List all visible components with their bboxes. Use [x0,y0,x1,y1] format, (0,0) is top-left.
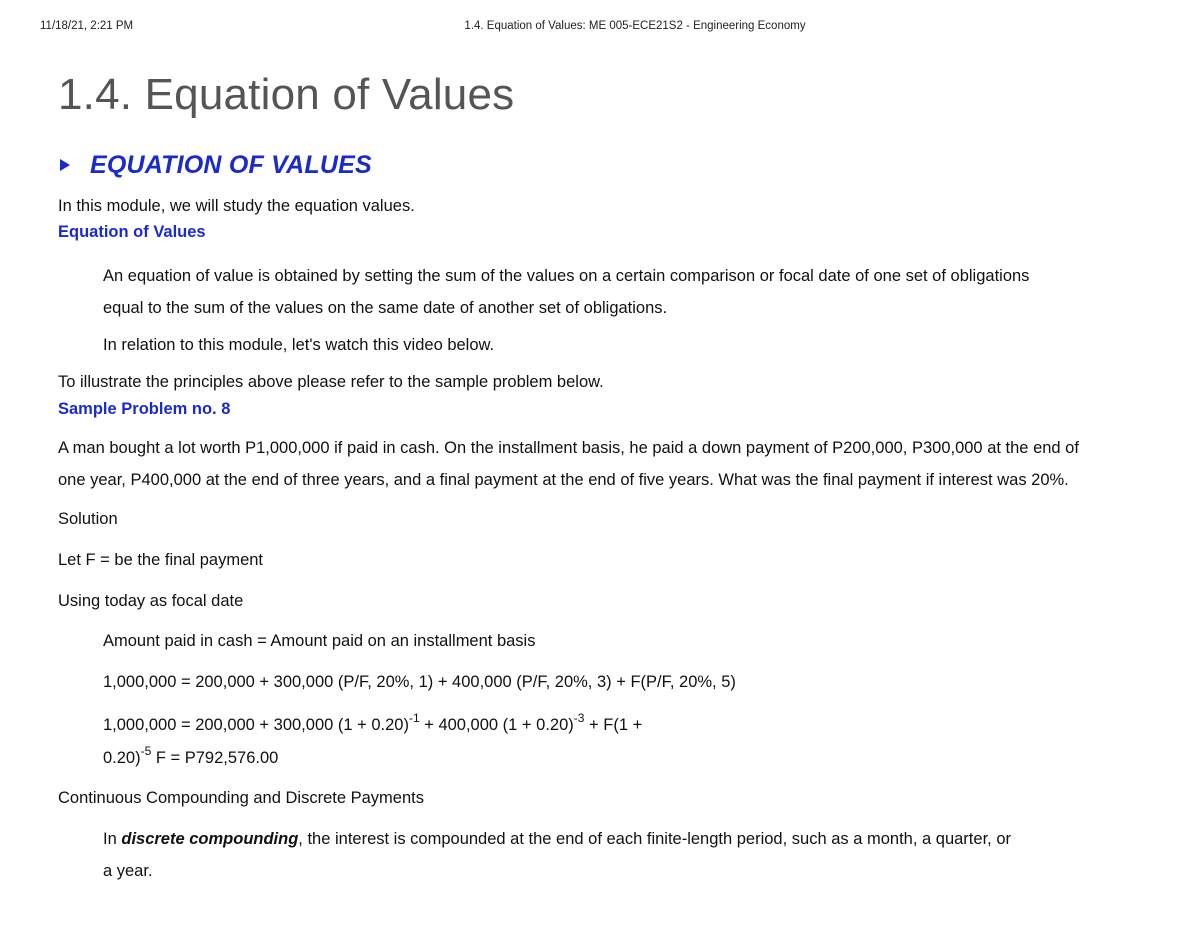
equation-3-part-a: 0.20) [103,749,141,767]
equation-of-values-subheading: Equation of Values [58,223,206,241]
page-content [58,66,1158,887]
definition-line-1: An equation of value is obtained by setting the sum of the values on a certain comparison or focal date of one set of obligations [103,267,1030,285]
video-note: In relation to this module, let's watch this video below. [103,336,495,354]
disclosure-triangle-icon[interactable] [60,159,70,171]
equation-3-part-b: F = P792,576.00 [151,749,279,767]
equation-0: Amount paid in cash = Amount paid on an installment basis [103,632,536,650]
problem-line-1: A man bought a lot worth P1,000,000 if paid in cash. On the installment basis, he paid a down payment of P200,000, P300,000 at the end of [58,439,1079,457]
definition-line-2: equal to the sum of the values on the same date of another set of obligations. [103,299,668,317]
illustrate-text: To illustrate the principles above please refer to the sample problem below. [58,373,604,391]
problem-line-2: one year, P400,000 at the end of three years, and a final payment at the end of five years. What was the final payment if interest was 20%. [58,471,1069,489]
section-heading[interactable] [58,150,1158,180]
intro-text: In this module, we will study the equation values. [58,197,415,215]
print-page-title: 1.4. Equation of Values: ME 005-ECE21S2 - Engineering Economy [464,20,806,32]
discrete-rest: , the interest is compounded at the end of each finite-length period, such as a month, a quarter, or [298,830,1011,848]
equation-2-part-a: 1,000,000 = 200,000 + 300,000 (1 + 0.20) [103,716,409,734]
equation-2-exponent-1: -1 [408,711,420,725]
let-f-text: Let F = be the final payment [58,551,264,569]
equation-1: 1,000,000 = 200,000 + 300,000 (P/F, 20%, 1) + 400,000 (P/F, 20%, 3) + F(P/F, 20%, 5) [103,673,736,691]
discrete-term: discrete compounding [121,830,299,848]
page-title: 1.4. Equation of Values [58,70,515,119]
discrete-line-2: a year. [103,862,153,880]
discrete-prefix: In [103,830,122,848]
print-header [0,20,1200,36]
equation-2-part-b: + 400,000 (1 + 0.20) [419,716,574,734]
print-timestamp: 11/18/21, 2:21 PM [40,20,134,32]
discrete-line-1 [103,823,1158,855]
equation-3-exponent: -5 [140,744,152,758]
equation-2-part-c: + F(1 + [584,716,643,734]
continuous-compounding-heading: Continuous Compounding and Discrete Payments [58,789,424,807]
equation-2 [103,709,1158,742]
sample-problem-subheading: Sample Problem no. 8 [58,400,231,418]
section-heading-label: EQUATION OF VALUES [90,150,372,179]
equation-3 [103,742,1158,775]
focal-date-text: Using today as focal date [58,592,244,610]
equation-2-exponent-2: -3 [573,711,585,725]
solution-label: Solution [58,510,118,528]
